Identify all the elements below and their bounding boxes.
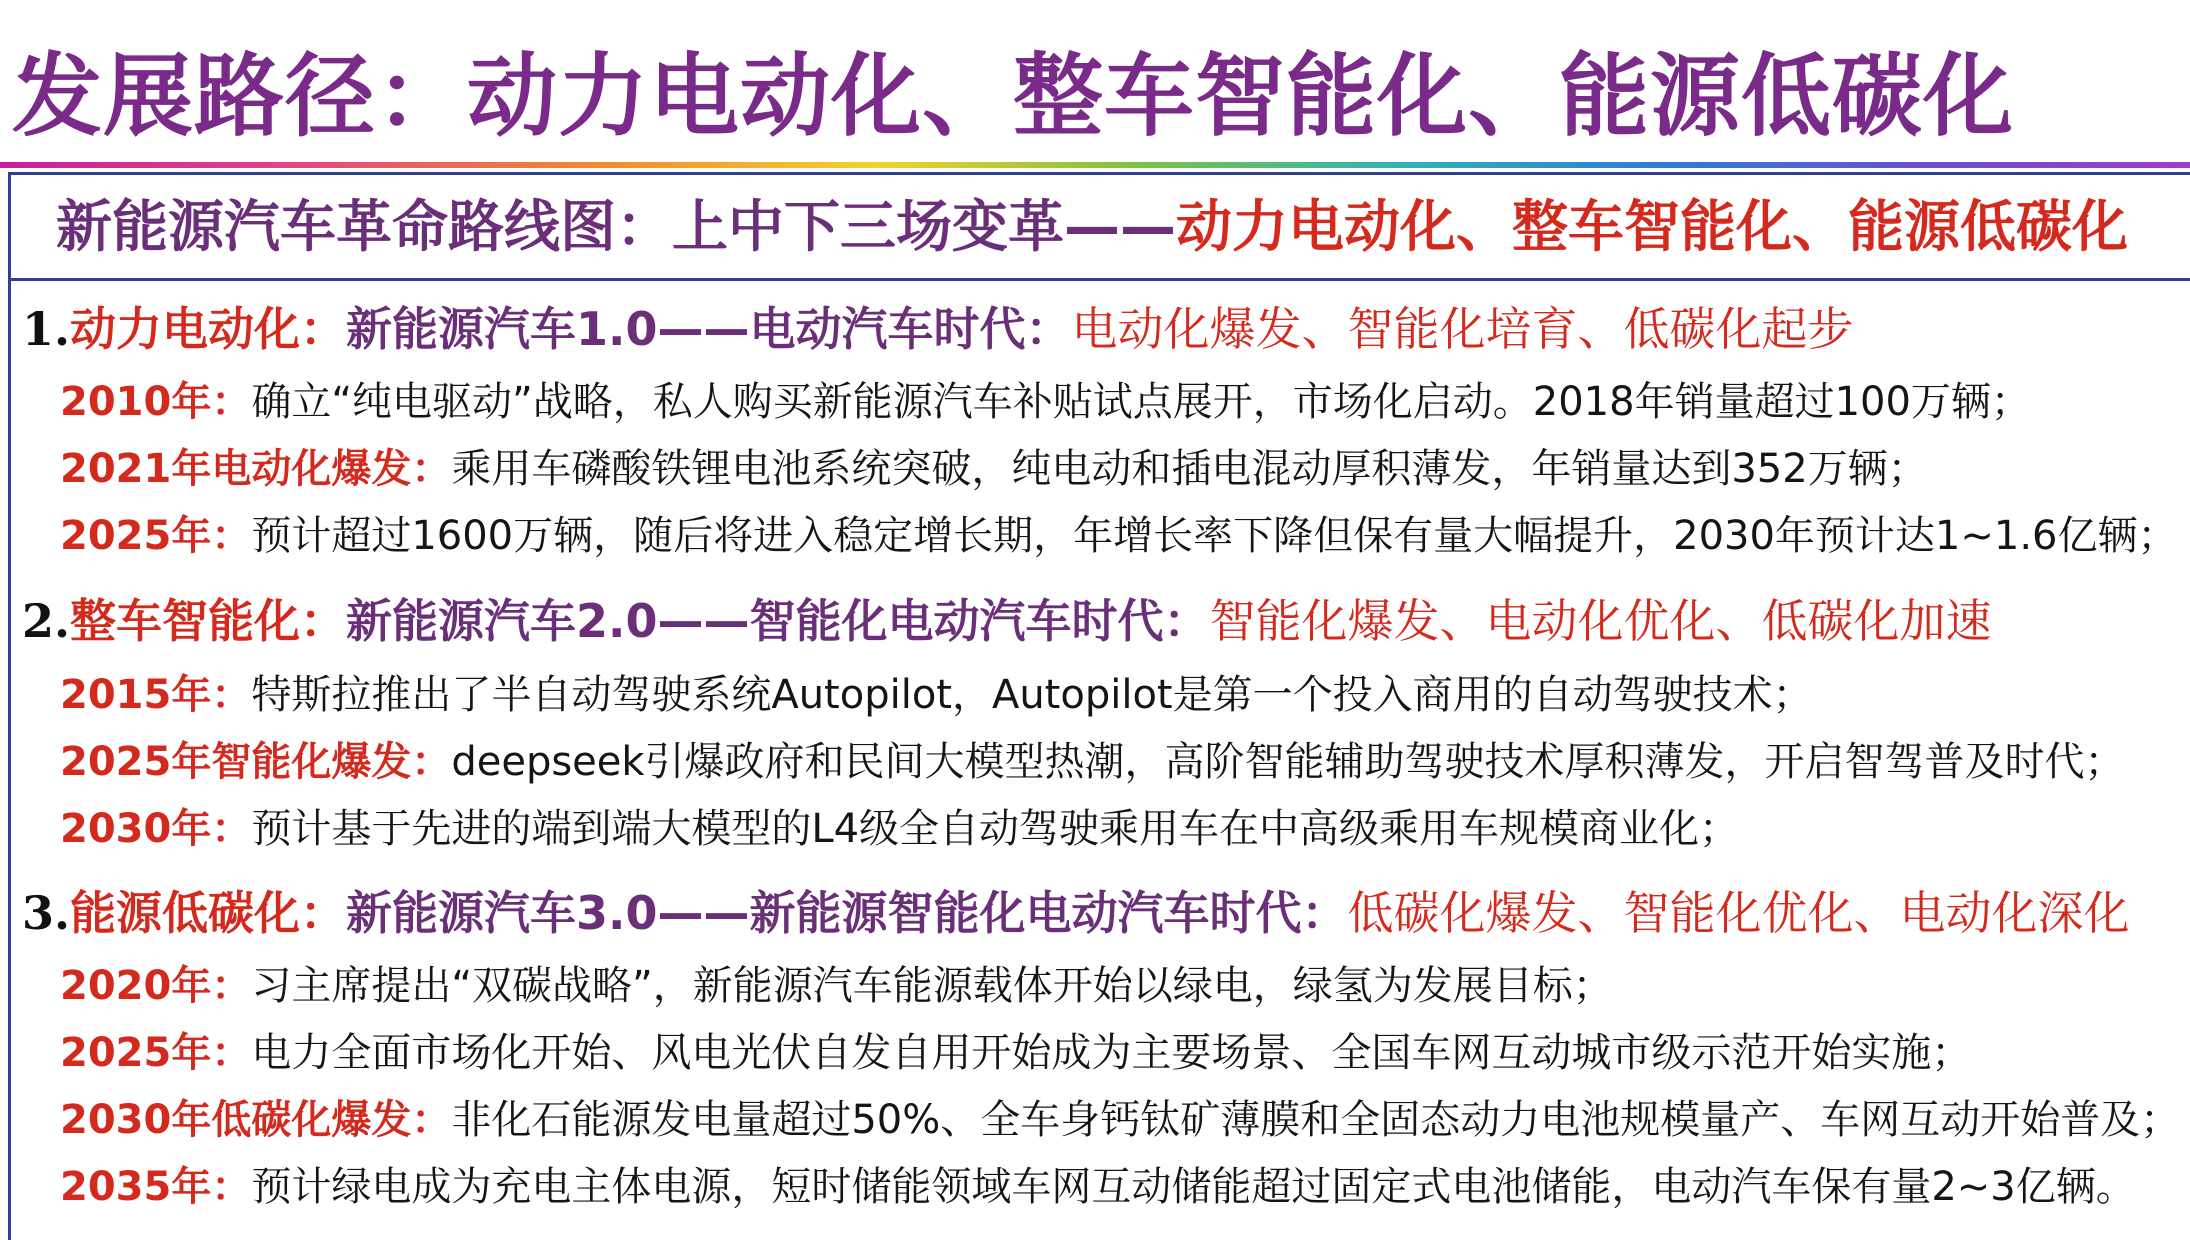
milestone-label: 2010年： xyxy=(60,379,252,425)
section-number: 3. xyxy=(22,886,71,940)
section-stage: 新能源汽车1.0——电动汽车时代： xyxy=(346,302,1072,356)
milestone-text: 预计超过1600万辆，随后将进入稳定增长期，年增长率下降但保有量大幅提升，2030年预计达1~1.6亿辆； xyxy=(251,513,2178,559)
subtitle-divider xyxy=(8,278,2190,281)
section-themes: 低碳化爆发、智能化优化、电动化深化 xyxy=(1347,886,2130,940)
section-heading-decarbonization xyxy=(22,886,2130,940)
milestone-label: 2015年： xyxy=(60,672,252,718)
milestone-item xyxy=(60,672,1813,718)
milestone-text: 电力全面市场化开始、风电光伏自发自用开始成为主要场景、全国车网互动城市级示范开始实施； xyxy=(251,1030,1972,1076)
section-heading-electrification xyxy=(22,302,1854,356)
milestone-text: 确立“纯电驱动”战略，私人购买新能源汽车补贴试点展开，市场化启动。2018年销量超过100万辆； xyxy=(251,379,2031,425)
milestone-label: 2030年： xyxy=(60,806,252,852)
section-name: 动力电动化： xyxy=(70,302,347,356)
section-heading-intelligence xyxy=(22,594,1992,648)
milestone-label: 2021年电动化爆发： xyxy=(60,446,452,492)
milestone-text: 预计基于先进的端到端大模型的L4级全自动驾驶乘用车在中高级乘用车规模商业化； xyxy=(251,806,1740,852)
milestone-label: 2025年智能化爆发： xyxy=(60,739,452,785)
section-themes: 智能化爆发、电动化优化、低碳化加速 xyxy=(1209,594,1992,648)
milestone-text: 乘用车磷酸铁锂电池系统突破，纯电动和插电混动厚积薄发，年销量达到352万辆； xyxy=(451,446,1928,492)
milestone-text: 非化石能源发电量超过50%、全车身钙钛矿薄膜和全固态动力电池规模量产、车网互动开始普及； xyxy=(451,1097,2181,1143)
section-name: 整车智能化： xyxy=(70,594,347,648)
milestone-item xyxy=(60,963,1613,1009)
milestone-text: 预计绿电成为充电主体电源，短时储能领域车网互动储能超过固定式电池储能，电动汽车保有量2~3亿辆。 xyxy=(251,1164,2136,1210)
milestone-item xyxy=(60,446,1928,492)
subtitle-highlight: 动力电动化、整车智能化、能源低碳化 xyxy=(1176,195,2128,260)
milestone-item xyxy=(60,739,2125,785)
milestone-item xyxy=(60,1097,2181,1143)
section-number: 1. xyxy=(22,302,71,356)
milestone-item xyxy=(60,806,1740,852)
milestone-item xyxy=(60,1030,1972,1076)
section-name: 能源低碳化： xyxy=(70,886,347,940)
milestone-item xyxy=(60,513,2178,559)
milestone-item xyxy=(60,379,2031,425)
milestone-text: 习主席提出“双碳战略”，新能源汽车能源载体开始以绿电，绿氢为发展目标； xyxy=(251,963,1613,1009)
section-number: 2. xyxy=(22,594,71,648)
page-title: 发展路径：动力电动化、整车智能化、能源低碳化 xyxy=(12,44,2014,149)
milestone-label: 2035年： xyxy=(60,1164,252,1210)
section-stage: 新能源汽车2.0——智能化电动汽车时代： xyxy=(346,594,1210,648)
milestone-item xyxy=(60,1164,2136,1210)
section-stage: 新能源汽车3.0——新能源智能化电动汽车时代： xyxy=(346,886,1348,940)
milestone-label: 2030年低碳化爆发： xyxy=(60,1097,452,1143)
milestone-text: deepseek引爆政府和民间大模型热潮，高阶智能辅助驾驶技术厚积薄发，开启智驾普及时代； xyxy=(451,739,2125,785)
milestone-label: 2020年： xyxy=(60,963,252,1009)
section-themes: 电动化爆发、智能化培育、低碳化起步 xyxy=(1071,302,1854,356)
milestone-label: 2025年： xyxy=(60,513,252,559)
subtitle-lead: 新能源汽车革命路线图：上中下三场变革—— xyxy=(56,195,1176,260)
rainbow-divider xyxy=(0,162,2190,168)
milestone-label: 2025年： xyxy=(60,1030,252,1076)
roadmap-subtitle xyxy=(56,195,2128,260)
milestone-text: 特斯拉推出了半自动驾驶系统Autopilot，Autopilot是第一个投入商用的自动驾驶技术； xyxy=(251,672,1813,718)
